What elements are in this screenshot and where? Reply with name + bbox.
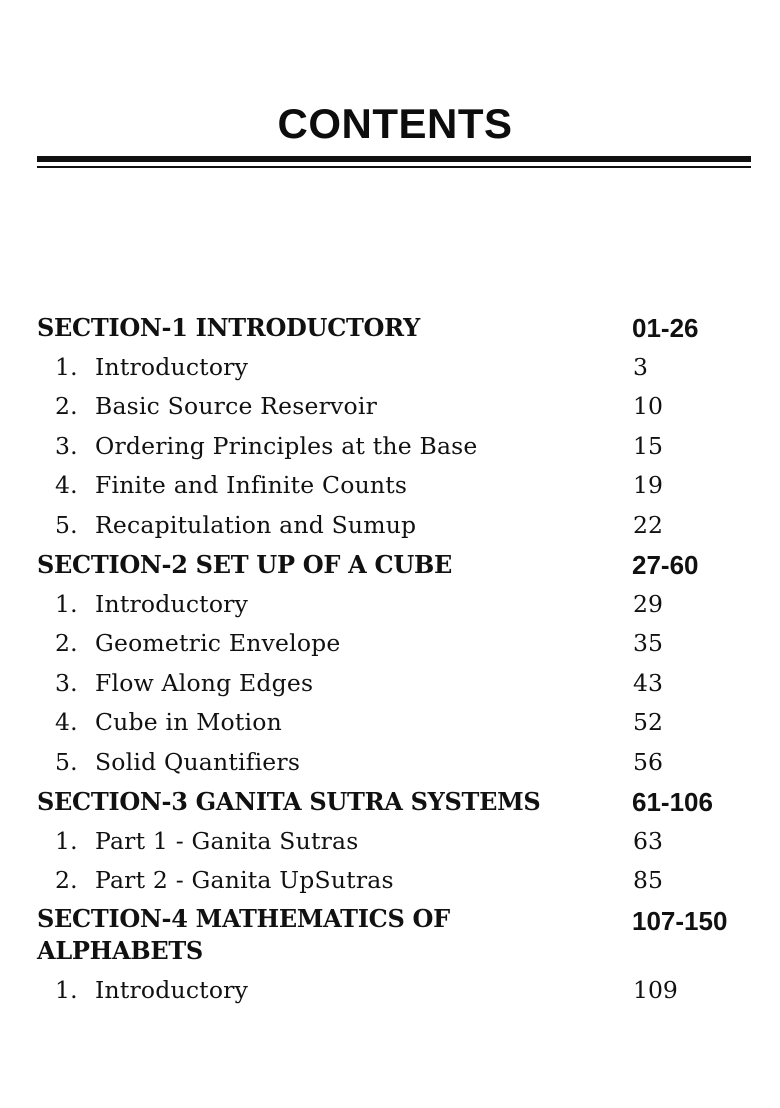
section-page-range: 61-106 [632,787,713,817]
entry-number: 3. [55,431,78,460]
entry-page: 22 [633,510,663,539]
section-heading[interactable] [0,903,780,973]
entry-title: Part 2 - Ganita UpSutras [95,866,394,894]
toc-entry[interactable] [0,626,780,666]
entry-page: 3 [633,352,648,381]
entry-title: Introductory [95,352,249,381]
entry-page: 35 [633,629,663,657]
entry-page: 10 [633,392,663,420]
entry-title: Cube in Motion [95,708,282,736]
entry-number: 2. [55,392,78,420]
toc-entry[interactable] [0,973,780,1013]
entry-number: 5. [55,747,78,776]
toc-entry[interactable] [0,429,780,469]
toc-entry[interactable] [0,666,780,706]
section-title-line-2: ALPHABETS [37,935,203,965]
toc-entry[interactable] [0,508,780,548]
entry-page: 85 [633,866,663,894]
toc-entry[interactable] [0,468,780,508]
entry-title: Introductory [95,589,249,618]
entry-number: 5. [55,510,78,539]
entry-page: 43 [633,668,663,697]
section-heading[interactable] [0,547,780,587]
page-title: CONTENTS [277,100,513,147]
section-page-range: 107-150 [632,905,728,936]
entry-title: Geometric Envelope [95,629,341,657]
entry-page: 29 [633,589,663,618]
entry-page: 52 [633,708,663,736]
entry-page: 109 [633,975,678,1004]
table-of-contents [0,310,780,1012]
entry-number: 4. [55,708,78,736]
title-rule-thick [37,156,751,162]
entry-title: Flow Along Edges [95,668,314,697]
toc-entry[interactable] [0,824,780,864]
entry-number: 1. [55,352,78,381]
toc-entry[interactable] [0,745,780,785]
entry-number: 4. [55,471,78,499]
section-title [37,903,450,967]
entry-page: 63 [633,826,663,855]
section-page-range: 01-26 [632,313,699,343]
entry-number: 2. [55,866,78,894]
toc-entry[interactable] [0,350,780,390]
toc-entry[interactable] [0,705,780,745]
section-title: SECTION-1 INTRODUCTORY [37,313,420,342]
section-title: SECTION-3 GANITA SUTRA SYSTEMS [37,787,541,816]
toc-entry[interactable] [0,389,780,429]
entry-title: Solid Quantifiers [95,747,301,776]
entry-title: Ordering Principles at the Base [95,431,478,460]
section-heading[interactable] [0,310,780,350]
entry-title: Finite and Infinite Counts [95,471,408,499]
entry-number: 3. [55,668,78,697]
entry-number: 1. [55,975,78,1004]
entry-title: Basic Source Reservoir [95,392,378,420]
section-title-line-1: SECTION-4 MATHEMATICS OF [37,903,450,933]
section-title: SECTION-2 SET UP OF A CUBE [37,550,452,579]
entry-page: 15 [633,431,663,460]
entry-page: 56 [633,747,663,776]
entry-page: 19 [633,471,663,499]
toc-entry[interactable] [0,863,780,903]
entry-title: Part 1 - Ganita Sutras [95,826,359,855]
entry-number: 1. [55,826,78,855]
entry-number: 1. [55,589,78,618]
entry-number: 2. [55,629,78,657]
section-heading[interactable] [0,784,780,824]
entry-title: Recapitulation and Sumup [95,510,417,539]
toc-entry[interactable] [0,587,780,627]
section-page-range: 27-60 [632,550,699,580]
title-rule-thin [37,166,751,168]
entry-title: Introductory [95,975,249,1004]
